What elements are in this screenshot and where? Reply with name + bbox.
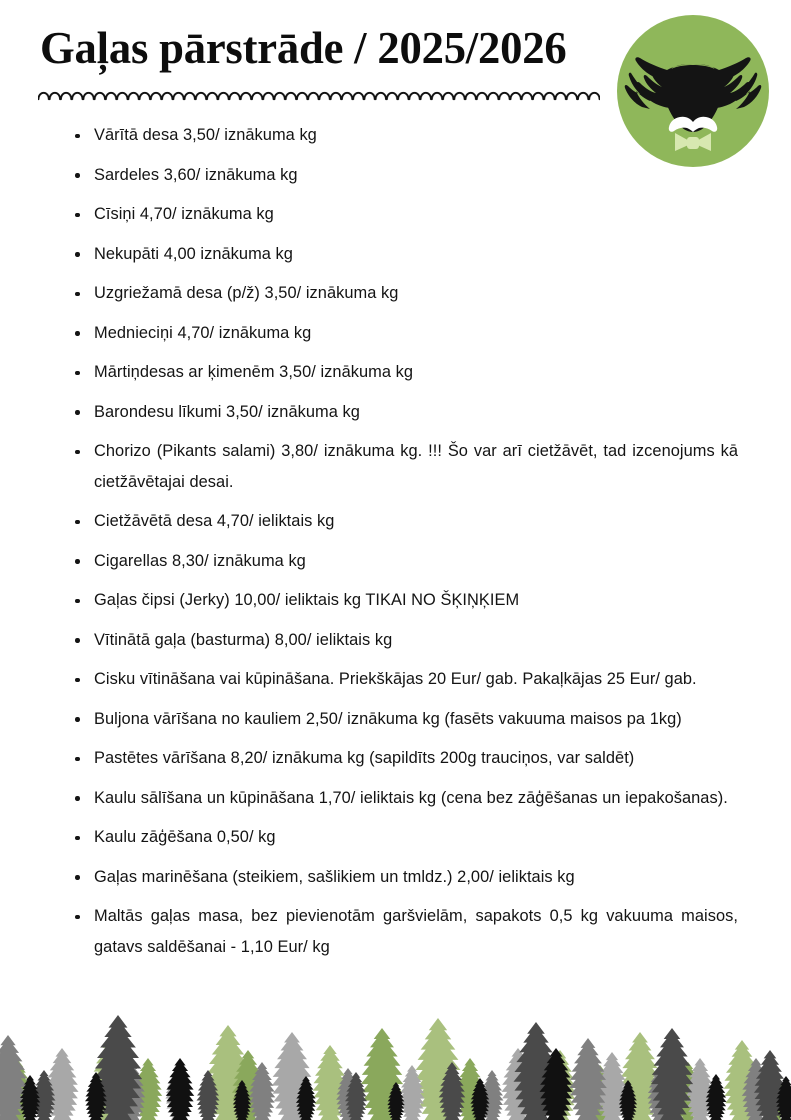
list-item-text: Pastētes vārīšana 8,20/ iznākuma kg (sapildīts 200g trauciņos, var saldēt) [94, 749, 635, 767]
list-item-text: Nekupāti 4,00 iznākuma kg [94, 244, 293, 263]
list-item-text: Chorizo (Pikants salami) 3,80/ iznākuma kg. !!! Šo var arī cietžāvēt, tad izcenojums kā cietžāvētajai desai. [94, 442, 738, 491]
price-list [58, 120, 738, 971]
list-item [58, 862, 738, 893]
list-item [58, 357, 738, 388]
list-item-text: Kaulu sālīšana un kūpināšana 1,70/ ieliktais kg (cena bez zāģēšanas un iepakošanas). [94, 788, 728, 807]
list-item-text: Kaulu zāģēšana 0,50/ kg [94, 828, 276, 846]
list-item [58, 664, 738, 695]
list-item-text: Maltās gaļas masa, bez pievienotām garšvielām, sapakots 0,5 kg vakuuma maisos, gatavs saldēšanai - 1,10 Eur/ kg [94, 907, 738, 956]
list-item-text: Cietžāvētā desa 4,70/ ieliktais kg [94, 512, 335, 530]
list-item-text: Cisku vītināšana vai kūpināšana. Priekškājas 20 Eur/ gab. Pakaļkājas 25 Eur/ gab. [94, 670, 697, 688]
list-item [58, 278, 738, 309]
list-item [58, 901, 738, 962]
list-item [58, 436, 738, 497]
list-item [58, 585, 738, 616]
list-item-text: Cīsiņi 4,70/ iznākuma kg [94, 205, 274, 223]
list-item-text: Vārītā desa 3,50/ iznākuma kg [94, 126, 317, 144]
list-item [58, 199, 738, 230]
document-header [0, 0, 791, 118]
list-item [58, 397, 738, 428]
list-item [58, 546, 738, 577]
forest-silhouette-border [0, 998, 791, 1120]
list-item-text: Sardeles 3,60/ iznākuma kg [94, 165, 298, 184]
page-title: Gaļas pārstrāde / 2025/2026 [40, 22, 567, 73]
list-item [58, 120, 738, 151]
list-item [58, 239, 738, 270]
list-item-text: Cigarellas 8,30/ iznākuma kg [94, 551, 306, 570]
list-item [58, 704, 738, 735]
list-item [58, 160, 738, 191]
list-item-text: Vītinātā gaļa (basturma) 8,00/ ieliktais kg [94, 630, 393, 649]
list-item-text: Buljona vārīšana no kauliem 2,50/ iznākuma kg (fasēts vakuuma maisos pa 1kg) [94, 709, 682, 728]
list-item [58, 318, 738, 349]
list-item [58, 743, 738, 774]
list-item [58, 822, 738, 853]
list-item-text: Mārtiņdesas ar ķimenēm 3,50/ iznākuma kg [94, 363, 414, 381]
list-item-text: Barondesu līkumi 3,50/ iznākuma kg [94, 402, 360, 421]
scalloped-wave-divider-icon [38, 86, 600, 104]
list-item [58, 506, 738, 537]
list-item-text: Gaļas marinēšana (steikiem, sašlikiem un tmldz.) 2,00/ ieliktais kg [94, 867, 575, 886]
list-item [58, 625, 738, 656]
list-item [58, 783, 738, 814]
list-item-text: Mednieciņi 4,70/ iznākuma kg [94, 323, 312, 342]
list-item-text: Uzgriežamā desa (p/ž) 3,50/ iznākuma kg [94, 284, 399, 302]
list-item-text: Gaļas čipsi (Jerky) 10,00/ ieliktais kg TIKAI NO ŠĶIŅĶIEM [94, 591, 520, 609]
